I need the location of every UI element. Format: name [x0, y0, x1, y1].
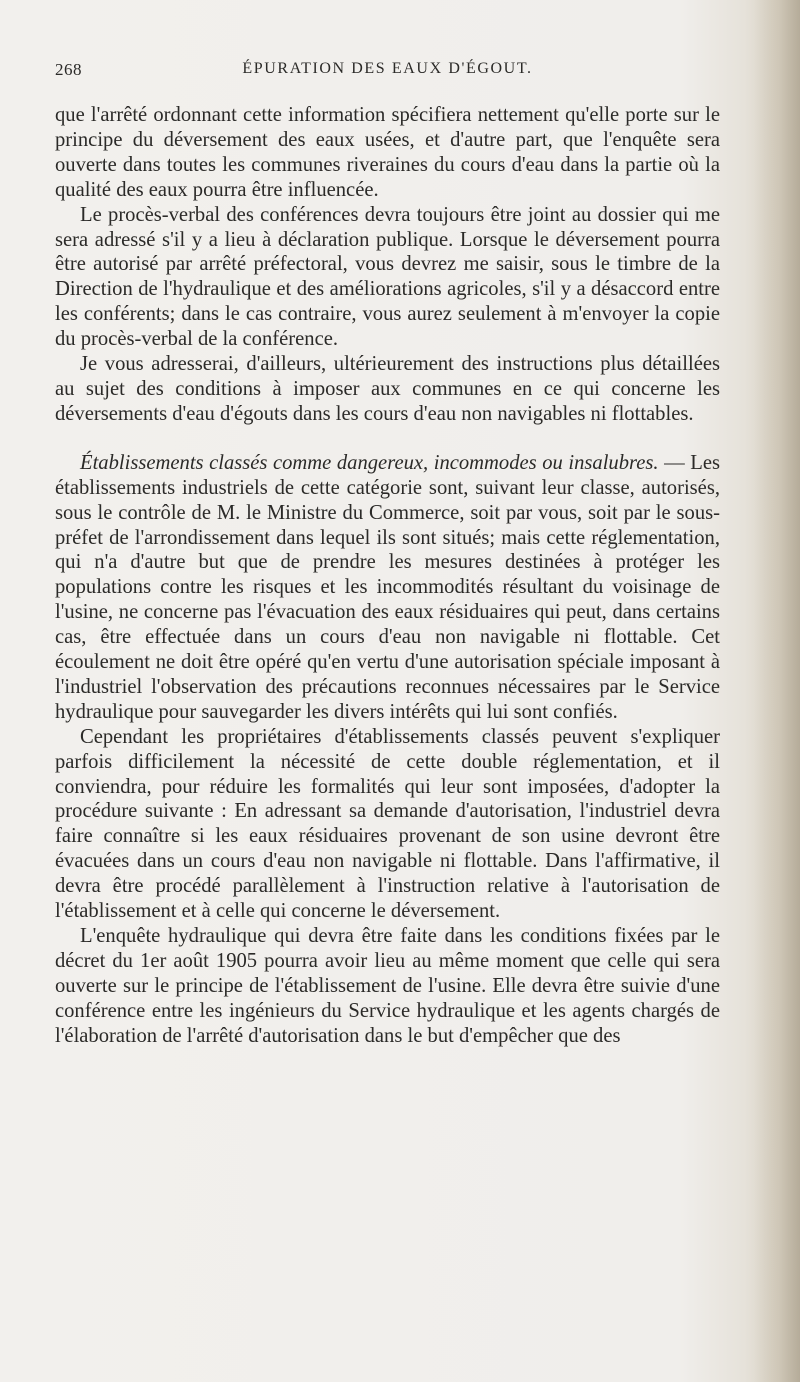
paragraph: L'enquête hydraulique qui devra être faite dans les conditions fixées par le décret du 1er août 1905 pourra avoir lieu au même moment que celle qui sera ouverte sur le principe de l'établissement de l'usine. Elle devra être suivie d'une conférence entre les ingénieurs du Service hydraulique et les agents chargés de l'élaboration de l'arrêté d'autorisation dans le but d'empêcher que des: [55, 925, 720, 1047]
running-head: [55, 60, 720, 84]
page-edge-shadow: [754, 0, 800, 1382]
paragraph: Je vous adresserai, d'ailleurs, ultérieurement des instructions plus détaillées au sujet des conditions à imposer aux communes en ce qui concerne les déversements d'eau d'égouts dans les cours d'eau non navigables ni flottables.: [55, 353, 720, 425]
paragraph: que l'arrêté ordonnant cette information spécifiera nettement qu'elle porte sur le principe du déversement des eaux usées, et d'autre part, que l'enquête sera ouverte dans toutes les communes riveraines du cours d'eau dans la partie où la qualité des eaux pourra être influencée.: [55, 104, 720, 201]
section-paragraph: [55, 451, 720, 725]
running-title: ÉPURATION DES EAUX D'ÉGOUT.: [242, 60, 533, 77]
paragraph: Cependant les propriétaires d'établissements classés peuvent s'expliquer parfois difficilement la nécessité de cette double réglementation, et il conviendra, pour réduire les formalités qui leur sont imposées, d'adopter la procédure suivante : En adressant sa demande d'autorisation, l'industriel devra faire connaître si les eaux résiduaires provenant de son usine devront être évacuées dans un cours d'eau non navigable ni flottable. Dans l'affirmative, il devra être procédé parallèlement à l'instruction relative à l'autorisation de l'établissement et à celle qui concerne le déversement.: [55, 725, 720, 923]
section-body: — Les établissements industriels de cette catégorie sont, suivant leur classe, autorisés, sous le contrôle de M. le Ministre du Commerce, soit par vous, soit par le sous-préfet de l'arrondissement dans lequel ils sont situés; mais cette réglementation, qui n'a d'autre but que de prendre les mesures destinées à protéger les populations contre les risques et les incommodités résultant du voisinage de l'usine, ne concerne pas l'évacuation des eaux résiduaires qui peut, dans certains cas, être effectuée dans un cours d'eau non navigable ni flottable. Cet écoulement ne doit être opéré qu'en vertu d'une autorisation spéciale imposant à l'industriel l'observation des précautions reconnues nécessaires par le Service hydraulique pour sauvegarder les divers intérêts qui lui sont confiés.: [55, 451, 721, 723]
body-text: [55, 103, 720, 1049]
paragraph: Le procès-verbal des conférences devra toujours être joint au dossier qui me sera adressé s'il y a lieu à déclaration publique. Lorsque le déversement pourra être autorisé par arrêté préfectoral, vous devrez me saisir, sous le timbre de la Direction de l'hydraulique et des améliorations agricoles, s'il y a désaccord entre les conférents; dans le cas contraire, vous aurez seulement à m'envoyer la copie du procès-verbal de la conférence.: [55, 203, 720, 351]
page-number: 268: [55, 60, 82, 79]
section-title: Établissements classés comme dangereux, incommodes ou insalubres.: [80, 451, 659, 474]
